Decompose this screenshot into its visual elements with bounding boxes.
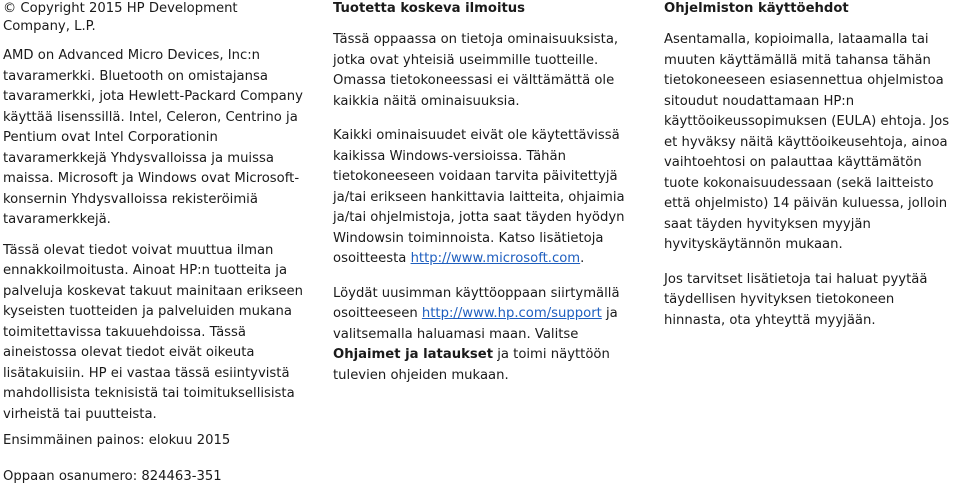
user-guide-text: Löydät uusimman käyttöoppaan siirtymällä osoitteeseen (333, 285, 620, 321)
copyright-notice: © Copyright 2015 HP Development Company, L.P. (3, 1, 238, 34)
choose-country-text: ja valitsemalla haluamasi maan. Valitse (333, 306, 618, 342)
hp-support-link[interactable]: http://www.hp.com/support (421, 306, 602, 321)
software-terms-paragraph-2: Jos tarvitset lisätietoja tai haluat pyytää täydellisen hyvityksen tietokoneen hinnasta, ota yhteyttä myyjään. (664, 271, 928, 328)
software-terms-heading: Ohjelmiston käyttöehdot (664, 1, 849, 16)
windows-versions-text: Kaikki ominaisuudet eivät ole käytettävissä kaikissa Windows-versioissa. Tähän tietokoneeseen voidaan tarvita päivitettyjä ja/tai erikseen hankittavia laitteita, ohjaimia ja/tai ohjelmistoja, jotta saat täyden hyödyn Windowsin toiminnoista. Katso lisätietoja osoitteesta (333, 128, 625, 266)
trademarks-paragraph: AMD on Advanced Micro Devices, Inc:n tavaramerkki. Bluetooth on omistajansa tavaramerkki, jota Hewlett-Packard Company käyttää lisenssillä. Intel, Celeron, Centrino ja Pentium ovat Intel Corporationin tavaramerkkejä Yhdysvalloissa ja muissa maissa. Microsoft ja Windows ovat Microsoft-konsernin Yhdysvalloissa rekisteröimiä tavaramerkkejä. (3, 48, 303, 227)
product-notice-paragraph-1: Tässä oppaassa on tietoja ominaisuuksista, jotka ovat yhteisiä useimmille tuotteille. Omassa tietokoneessasi ei välttämättä ole kaikkia näitä ominaisuuksia. (333, 32, 619, 109)
column-product-notice (333, 0, 631, 386)
column-copyright (3, 0, 303, 425)
product-notice-paragraph-2 (333, 126, 631, 270)
product-notice-heading: Tuotetta koskeva ilmoitus (333, 1, 526, 16)
product-notice-paragraph-3 (333, 284, 631, 387)
microsoft-link[interactable]: http://www.microsoft.com (410, 251, 581, 266)
column-software-terms (664, 0, 958, 331)
disclaimer-paragraph: Tässä olevat tiedot voivat muuttua ilman ennakkoilmoitusta. Ainoat HP:n tuotteita ja palveluja koskevat takuut mainitaan erikseen kyseisten tuotteiden ja palveluiden mukana toimitettavissa takuuehdoissa. Tässä aineistossa olevat tiedot eivät oikeuta lisätakuisiin. HP ei vastaa tässä esiintyvistä mahdollisista teknisistä tai toimituksellisista virheistä tai puutteista. (3, 242, 303, 422)
part-number: Oppaan osanumero: 824463-351 (3, 469, 222, 484)
follow-instructions-text: ja toimi näyttöön tulevien ohjeiden mukaan. (333, 347, 610, 383)
period: . (580, 251, 585, 266)
edition-info: Ensimmäinen painos: elokuu 2015 (3, 433, 231, 448)
software-terms-paragraph-1: Asentamalla, kopioimalla, lataamalla tai muuten käyttämällä mitä tahansa tähän tietokoneeseen esiasennettua ohjelmistoa sitoudut noudattamaan HP:n käyttöoikeussopimuksen (EULA) ehtoja. Jos et hyväksy näitä käyttöoikeusehtoja, ainoa vaihtoehtosi on palauttaa käyttämätön tuote kokonaisuudessaan (sekä laitteisto että ohjelmisto) 14 päivän kuluessa, jolloin saat täyden hyvityksen myyjän hyvityskäytännön mukaan. (664, 32, 950, 252)
drivers-downloads-label: Ohjaimet ja lataukset (333, 347, 494, 362)
